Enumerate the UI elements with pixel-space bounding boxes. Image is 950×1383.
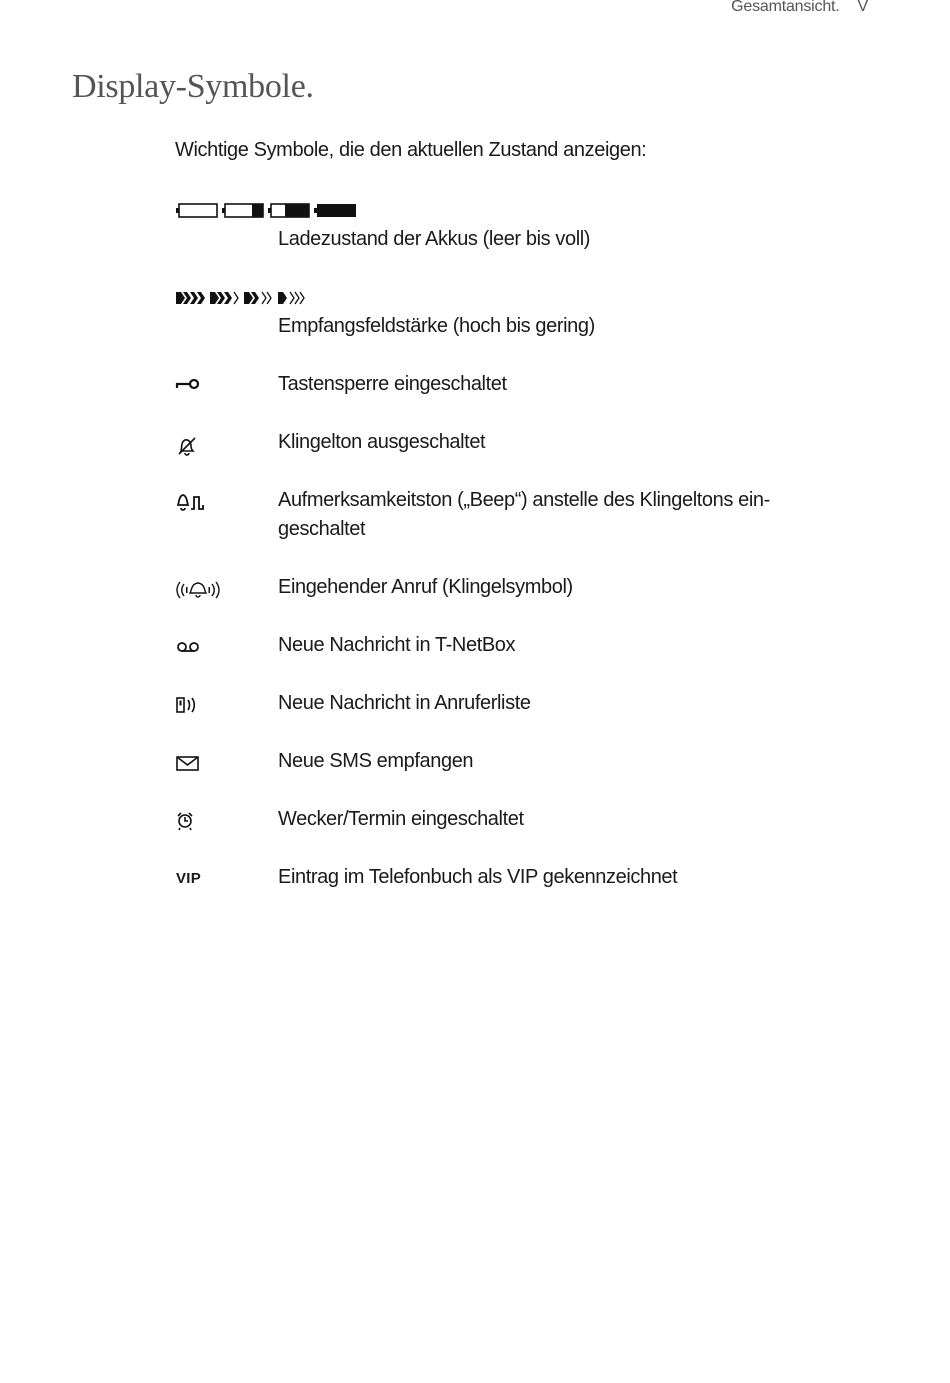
running-header xyxy=(731,0,868,16)
caller-list-text: Neue Nachricht in Anruferliste xyxy=(278,692,531,714)
signal-strength-icon xyxy=(175,288,315,308)
vip-icon: VIP xyxy=(176,870,202,887)
ringer-off-text: Klingelton ausgeschaltet xyxy=(278,431,486,453)
incoming-call-icon xyxy=(175,579,221,601)
caller-list-icon xyxy=(175,695,201,715)
voicemail-text: Neue Nachricht in T-NetBox xyxy=(278,634,516,656)
battery-levels-text: Ladezustand der Akkus (leer bis voll) xyxy=(278,228,591,250)
incoming-call-text: Eingehender Anruf (Klingelsymbol) xyxy=(278,576,573,598)
voicemail-icon xyxy=(175,638,203,656)
key-lock-text: Tastensperre eingeschaltet xyxy=(278,373,507,395)
page-title: Display-Symbole. xyxy=(72,68,314,105)
beep-tone-icon xyxy=(175,491,209,513)
ringer-off-icon xyxy=(175,434,199,456)
page-number: V xyxy=(857,0,868,15)
battery-levels-icon xyxy=(175,201,359,221)
header-section: Gesamtansicht. xyxy=(731,0,840,15)
signal-strength-text: Empfangsfeldstärke (hoch bis gering) xyxy=(278,315,595,337)
beep-tone-text: Aufmerksamkeitston („Beep“) anstelle des Klingeltons ein-geschaltet xyxy=(278,489,770,540)
key-lock-icon xyxy=(175,375,203,393)
vip-text: Eintrag im Telefonbuch als VIP gekennzeichnet xyxy=(278,866,678,888)
envelope-icon xyxy=(175,755,201,773)
alarm-clock-text: Wecker/Termin eingeschaltet xyxy=(278,808,524,830)
alarm-clock-icon xyxy=(175,810,197,832)
envelope-text: Neue SMS empfangen xyxy=(278,750,474,772)
intro-text: Wichtige Symbole, die den aktuellen Zustand anzeigen: xyxy=(175,139,647,161)
